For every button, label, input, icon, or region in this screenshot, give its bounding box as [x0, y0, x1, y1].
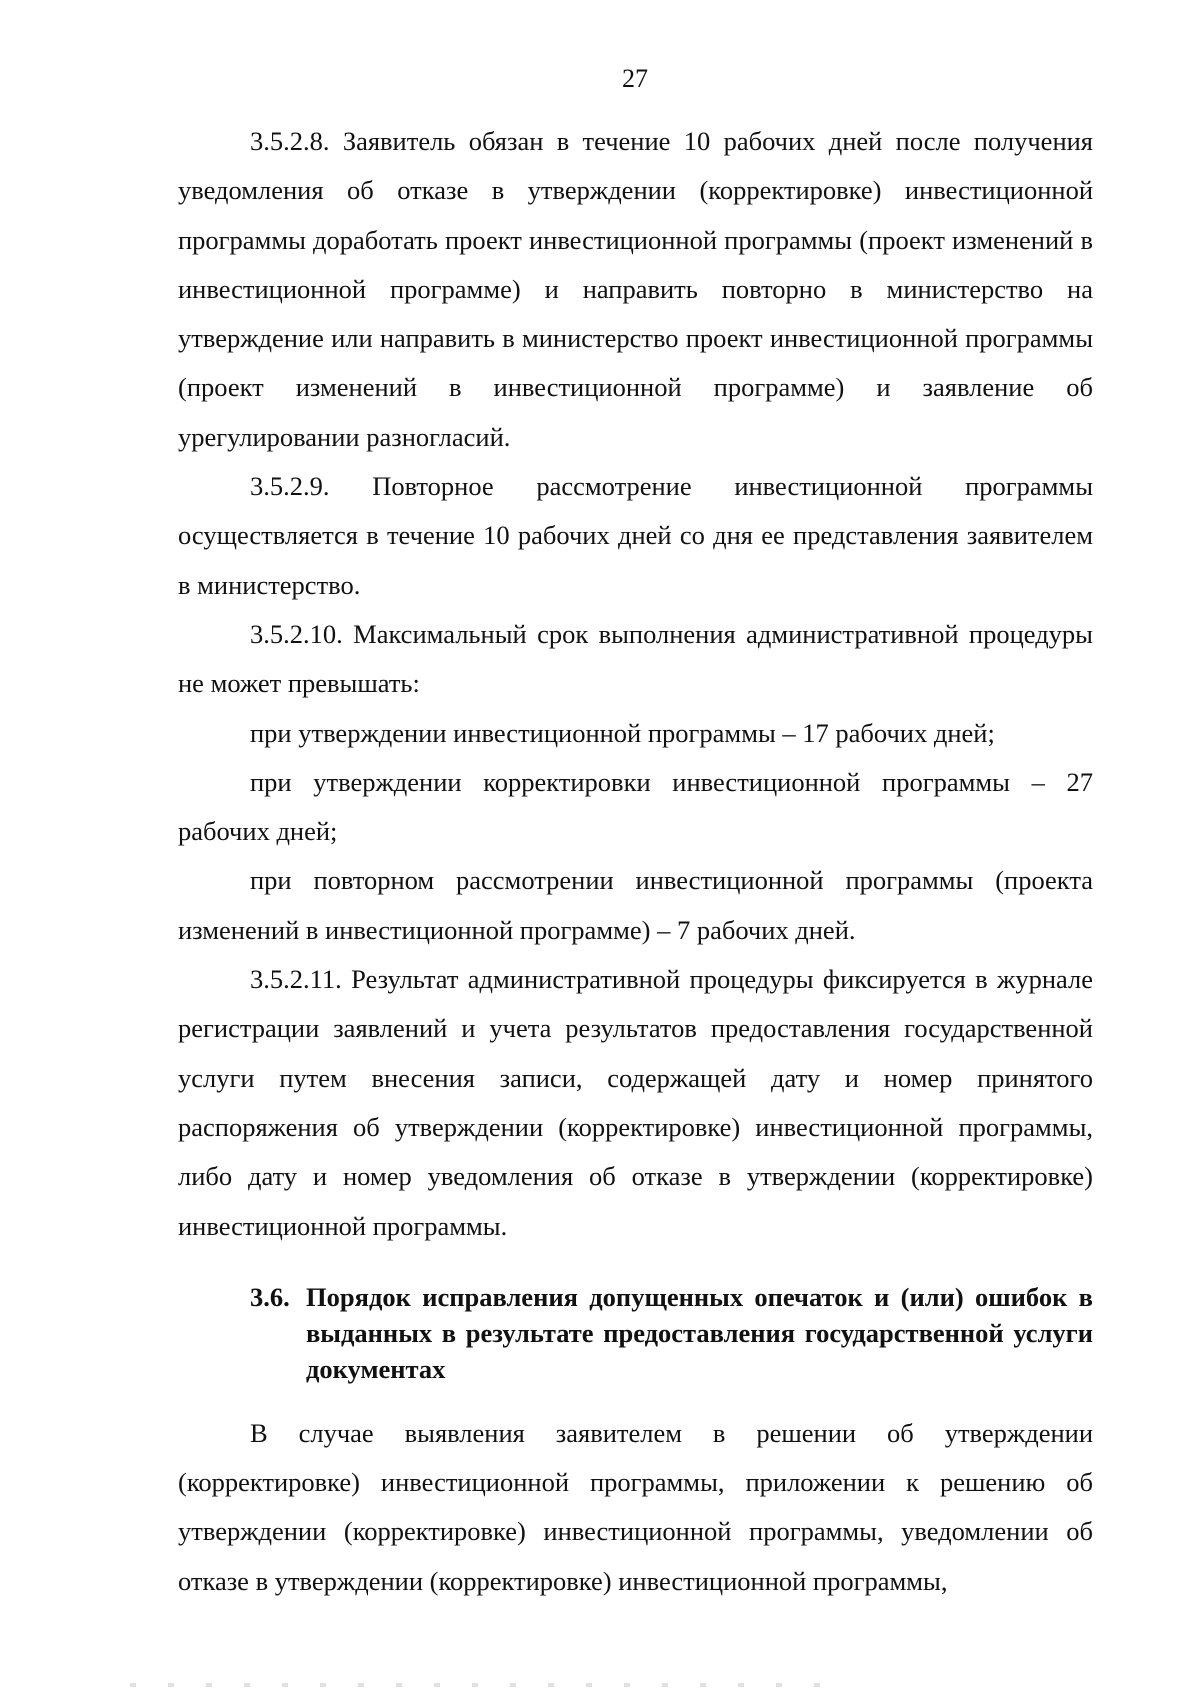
- paragraph-3-5-2-11: 3.5.2.11. Результат административной процедуры фиксируется в журнале регистрации заявлений и учета результатов предоставления государственной услуги путем внесения записи, содержащей дату и номер принятого распоряжения об утверждении (корректировке) инвестиционной программы, либо дату и номер уведомления об отказе в утверждении (корректировке) инвестиционной программы.: [178, 964, 1093, 1241]
- paragraph-3-6-intro: В случае выявления заявителем в решении об утверждении (корректировке) инвестиционной программы, приложении к решению об утверждении (корректировке) инвестиционной программы, уведомлении об отказе в утверждении (корректировке) инвестиционной программы,: [178, 1417, 1093, 1596]
- section-heading-3-6: [178, 1279, 1093, 1387]
- paragraph-3-5-2-9: 3.5.2.9. Повторное рассмотрение инвестиционной программы осуществляется в течение 10 рабочих дней со дня ее представления заявителем в министерство.: [178, 471, 1093, 600]
- scan-artifact: [130, 1683, 830, 1687]
- paragraph-3-5-2-10: 3.5.2.10. Максимальный срок выполнения административной процедуры не может превышать:: [178, 618, 1093, 699]
- list-item-approval: при утверждении инвестиционной программы – 17 рабочих дней;: [250, 717, 995, 748]
- section-number: 3.6.: [250, 1281, 290, 1312]
- document-body: [178, 117, 1093, 1606]
- page-number: 27: [622, 64, 648, 93]
- list-item-repeat-review: при повторном рассмотрении инвестиционной программы (проекта изменений в инвестиционной программе) – 7 рабочих дней.: [178, 865, 1093, 945]
- paragraph-3-5-2-8: 3.5.2.8. Заявитель обязан в течение 10 рабочих дней после получения уведомления об отказе в утверждении (корректировке) инвестиционной программы доработать проект инвестиционной программы (проект изменений в инвестиционной программе) и направить повторно в министерство на утверждение или направить в министерство проект инвестиционной программы (проект изменений в инвестиционной программе) и заявление об урегулировании разногласий.: [178, 126, 1093, 452]
- list-item-correction: при утверждении корректировки инвестиционной программы – 27 рабочих дней;: [178, 766, 1093, 847]
- section-title: Порядок исправления допущенных опечаток и (или) ошибок в выданных в результате предоставления государственной услуги документах: [306, 1281, 1093, 1384]
